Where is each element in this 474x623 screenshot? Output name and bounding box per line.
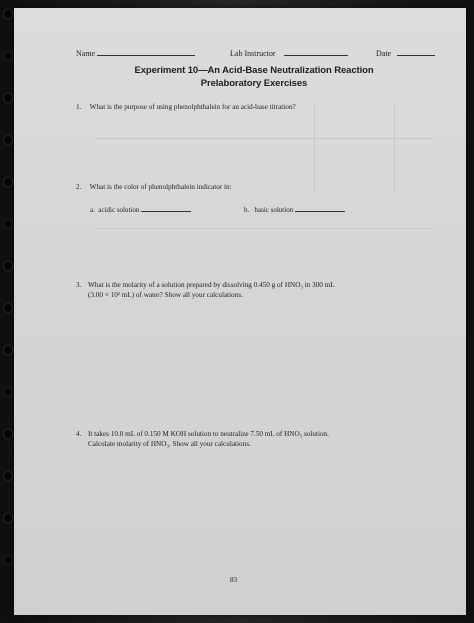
question-1 (76, 102, 446, 112)
worksheet-page (14, 8, 466, 615)
header-row (76, 48, 446, 62)
question-text-line2: Calculate molarity of HNO₃. Show all your calculations. (88, 440, 251, 448)
date-label: Date (376, 49, 392, 58)
question-2a (90, 204, 191, 214)
binder-hole (4, 346, 12, 354)
question-text-line1: It takes 10.0 mL of 0.150 M KOH solution to neutralize 7.50 mL of HNO₃ solution. (88, 430, 329, 438)
instructor-field (230, 48, 348, 58)
binder-holes (2, 10, 14, 610)
part-text: acidic solution (98, 206, 140, 214)
question-text: What is the purpose of using phenolphthalein for an acid-base titration? (89, 103, 296, 111)
instructor-label: Lab Instructor (230, 49, 276, 58)
binder-hole (4, 388, 12, 396)
binder-hole (4, 556, 12, 564)
page-number: 83 (230, 576, 237, 584)
answer-blank (295, 204, 345, 212)
question-4 (76, 429, 461, 449)
binder-hole (4, 430, 12, 438)
binder-hole (4, 94, 12, 102)
binder-hole (4, 178, 12, 186)
question-number: 3. (76, 281, 82, 289)
exercises-subtitle: Prelaboratory Exercises (200, 78, 308, 89)
binder-hole (4, 472, 12, 480)
binder-hole (4, 304, 12, 312)
instructor-blank (284, 48, 348, 56)
part-label: b. (244, 206, 250, 214)
binder-hole (4, 220, 12, 228)
name-field (76, 48, 195, 58)
part-text: basic solution (254, 206, 294, 214)
question-number: 2. (76, 183, 82, 191)
binder-hole (4, 52, 12, 60)
binder-hole (4, 514, 12, 522)
answer-blank (141, 204, 191, 212)
question-number: 1. (76, 103, 82, 111)
part-label: a. (90, 206, 95, 214)
question-number: 4. (76, 430, 82, 438)
page-title (114, 64, 394, 90)
date-field (376, 48, 435, 58)
date-blank (397, 48, 435, 56)
name-label: Name (76, 49, 96, 58)
bleed-through-line (394, 103, 395, 193)
question-3 (76, 280, 461, 300)
binder-hole (4, 10, 12, 18)
question-text-line2: (3.00 × 10² mL) of water? Show all your calculations. (88, 291, 243, 299)
bleed-through-line (314, 103, 315, 193)
question-text-line1: What is the molarity of a solution prepared by dissolving 0.450 g of HNO₃ in 300 mL (88, 281, 335, 289)
question-2 (76, 182, 446, 192)
bleed-through-line (94, 228, 434, 229)
name-blank (97, 48, 195, 56)
experiment-title: Experiment 10—An Acid-Base Neutralization Reaction (134, 65, 374, 76)
question-text: What is the color of phenolphthalein indicator in: (89, 183, 232, 191)
binder-hole (4, 136, 12, 144)
bleed-through-line (94, 138, 434, 139)
binder-hole (4, 262, 12, 270)
question-2b (244, 204, 345, 214)
